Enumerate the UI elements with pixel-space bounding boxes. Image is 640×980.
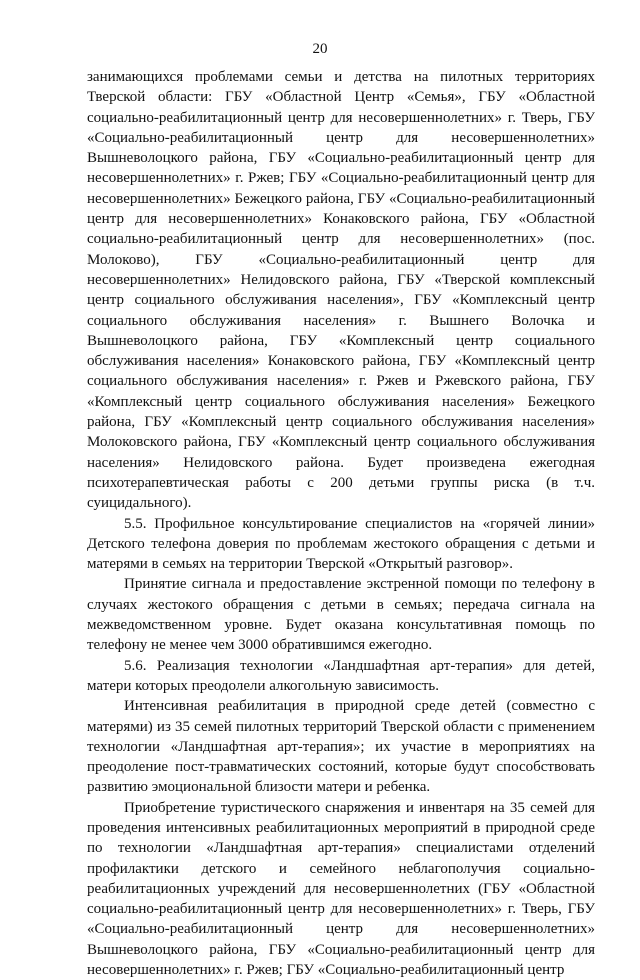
paragraph-equipment: Приобретение туристического снаряжения и инвентаря на 35 семей для проведения интенсивных реабилитационных мероприятий в природной среде по технологии «Ландшафтная арт-терапия» специалистами отделений профилактики детского и семейного неблагополучия социально-реабилитационных учреждений для несовершеннолетних (ГБУ «Областной социально-реабилитационный центр для несовершеннолетних» г. Тверь, ГБУ «Социально-реабилитационный центр для несовершеннолетних» Вышневолоцкого района, ГБУ «Социально-реабилитационный центр для несовершеннолетних» г. Ржев; ГБУ «Социально-реабилитационный центр (87, 799, 595, 979)
paragraph-continuation: занимающихся проблемами семьи и детства на пилотных территориях Тверской области: ГБУ «Областной Центр «Семья», ГБУ «Областной социально-реабилитационный центр для несовершеннолетних» г. Тверь, ГБУ «Социально-реабилитационный центр для несовершеннолетних» Вышневолоцкого района, ГБУ «Социально-реабилитационный центр для несовершеннолетних» г. Ржев; ГБУ «Социально-реабилитационный центр для несовершеннолетних» Бежецкого района, ГБУ «Социально-реабилитационный центр для несовершеннолетних» Конаковского района, ГБУ «Областной социально-реабилитационный центр для несовершеннолетних» (пос. Молоково), ГБУ «Социально-реабилитационный центр для несовершеннолетних» Нелидовского района, ГБУ «Тверской комплексный центр социального обслуживания населения», ГБУ «Комплексный центр социального обслуживания населения» г. Вышнего Волочка и Вышневолоцкого района, ГБУ «Комплексный центр социального обслуживания населения» Конаковского района, ГБУ «Комплексный центр социального обслуживания населения» г. Ржев и Ржевского района, ГБУ «Комплексный центр социального обслуживания населения» Бежецкого района, ГБУ «Комплексный центр социального обслуживания населения» Молоковского района, ГБУ «Комплексный центр социального обслуживания населения» Нелидовского района. Будет произведена ежегодная психотерапевтическая работы с 200 детьми группы риска (в т.ч. суицидального). (87, 69, 595, 512)
body-text (87, 67, 595, 980)
paragraph-hotline-details: Принятие сигнала и предоставление экстренной помощи по телефону в случаях жестокого обращения с детьми в семьях; передача сигнала на межведомственном уровне. Будет оказана консультативная помощь по телефону не менее чем 3000 обратившимся ежегодно. (87, 576, 595, 654)
page-number: 20 (312, 41, 328, 57)
paragraph-section-5-6: 5.6. Реализация технологии «Ландшафтная арт-терапия» для детей, матери которых преодолели алкогольную зависимость. (87, 657, 595, 694)
paragraph-section-5-5: 5.5. Профильное консультирование специалистов на «горячей линии» Детского телефона доверия по проблемам жестокого обращения с детьми и матерями в семьях на территории Тверской «Открытый разговор». (87, 515, 595, 573)
paragraph-rehabilitation: Интенсивная реабилитация в природной среде детей (совместно с матерями) из 35 семей пилотных территорий Тверской области с применением технологии «Ландшафтная арт-терапия»; их участие в мероприятиях на преодоление пост-травматических состояний, которые будут способствовать развитию эмоциональной близости матери и ребенка. (87, 698, 595, 796)
